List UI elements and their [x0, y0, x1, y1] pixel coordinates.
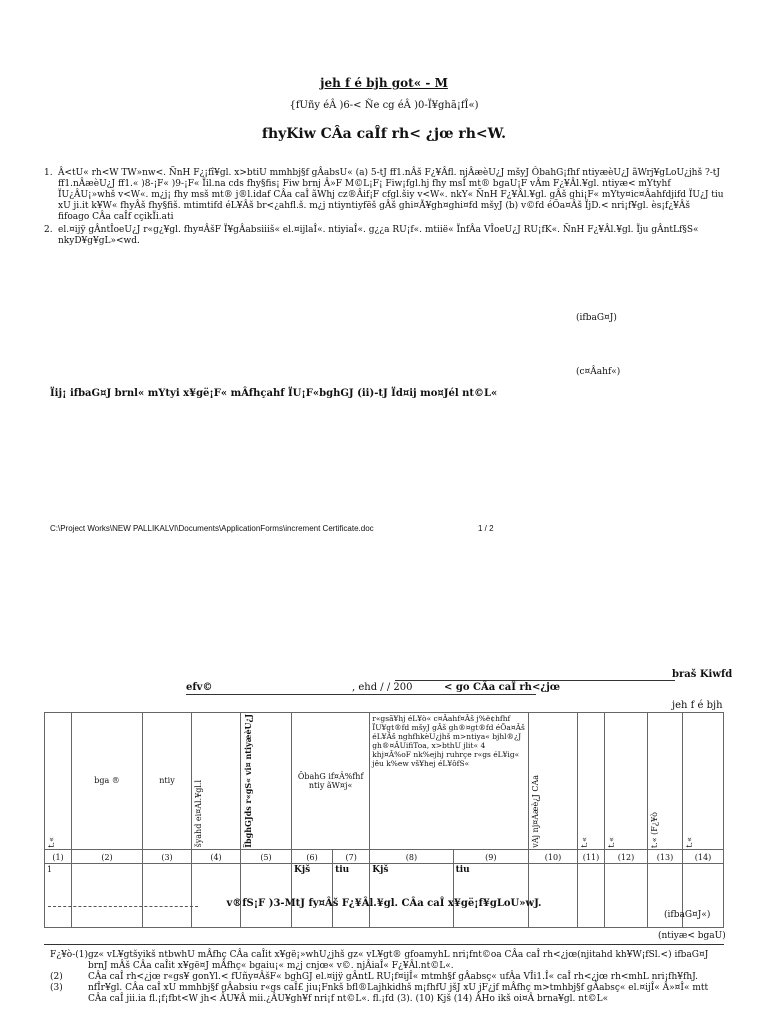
column-header [370, 713, 529, 850]
column-label: bga ® [94, 776, 120, 786]
document-path: C:\Project Works\NEW PALLIKALVI\Documents\ApplicationForms\increment Certificate.doc [50, 524, 374, 533]
first-cell: 1 [45, 863, 72, 927]
note-item [50, 972, 724, 983]
column-header [529, 713, 578, 850]
page-number: 1 / 2 [478, 524, 494, 533]
column-number: (5) [241, 849, 292, 863]
column-number: (12) [605, 849, 648, 863]
date-label: , ehd / / 200 [352, 682, 413, 693]
column-label: t.« [607, 837, 616, 848]
column-header [292, 713, 370, 850]
column-number: (9) [453, 849, 528, 863]
column-number: (1) [45, 849, 72, 863]
column-header [143, 713, 192, 850]
register-table [44, 712, 724, 928]
column-label: t.« (F¿¥ò [650, 811, 659, 848]
column-header [648, 713, 683, 850]
note-key: F¿¥ò-(1) [50, 950, 89, 960]
page1-title: fhyKiw CÂa caÎf rh< ¿jœ rh<W. [261, 126, 507, 142]
order-label: < go CÂa caÎ rh<¿jœ [444, 682, 561, 693]
column-number: (8) [370, 849, 453, 863]
column-number: (11) [578, 849, 605, 863]
note-item [50, 983, 724, 1005]
instruction-item [44, 225, 724, 247]
column-number: (10) [529, 849, 578, 863]
column-label: t.« [685, 837, 694, 848]
separator-line [44, 944, 724, 945]
column-header [72, 713, 143, 850]
notes-section [50, 950, 724, 1005]
table-cell [578, 863, 605, 927]
top-underline [395, 680, 675, 681]
column-number: (2) [72, 849, 143, 863]
column-header [578, 713, 605, 850]
column-label: t.« [47, 837, 56, 848]
page2-top-label: braš Kiwfd [672, 669, 733, 680]
table-cell [605, 863, 648, 927]
page1-header: jeh f é bjh got« - M [320, 76, 448, 90]
table-row [45, 863, 724, 927]
column-label: vÂj nj¤Âæè¿J CÂa [531, 774, 540, 848]
column-label: r«gsã¥hj éL¥ò« c¤Âahf¤Âš j%ë¢hfhf ÏU¥gt®fd mšyJ gÂš gh®¤gt®fd éÕa¤Âš éL¥Âš nghfhkèU¿jhš m>ntiya« bjhl®¿J gh®¤ÂUifiToa, x>bthU jlit« 4 khj¤Â%oF nk%ejhj ruhrçe r«gs éL¥ig« jêu k%ew vš¥hej éL¥ôfS« [372, 714, 525, 768]
instruction-list [44, 168, 724, 249]
form-corner-label: jeh f é bjh [672, 700, 723, 711]
column-number: (13) [648, 849, 683, 863]
instruction-number: 2. [44, 225, 53, 235]
table-header-row [45, 713, 724, 850]
signatory-note: Ïij¡ ifbaG¤J brnl« mYtyi x¥gë¡F« mÂfhçahf ÏU¡F«bghGJ (ii)-tJ Ïd¤ij mo¤Jél nt©L« [50, 388, 498, 399]
column-label: šyahd ei¤Âl.¥gl.l [194, 780, 203, 848]
reference-underline [186, 694, 536, 695]
table-cell [241, 863, 292, 927]
note-key: (2) [50, 972, 63, 982]
column-header [683, 713, 724, 850]
note-text: gz« vL¥gtšyikš ntbwhU mÂfhç CÂa caÎit x¥gë¡»whU¿jhš gz« vL¥gt® gfoamyhL nri¡fnt©oa CÂa caÎ rh<¿jœ(njitahd kh¥W¡fSl.<) ifbaG¤J brnJ mÂš CÂa caÎit x¥gë¤J mÂfhç« bgaiu¡« m¿j cnjœ« v©. njÂiaÎ« F¿¥Âl.nt©L«. [88, 950, 709, 971]
note-key: (3) [50, 983, 63, 993]
column-number: (14) [683, 849, 724, 863]
note-item [50, 950, 724, 972]
signature-label: (ifbaG¤J) [576, 313, 617, 323]
column-number: (3) [143, 849, 192, 863]
table-footer-note: v®fS¡F )3-MtJ fy¤Âš F¿¥Âl.¥gl. CÂa caÎ x¥gë¡f¥gLoU»wJ. [226, 898, 542, 909]
table-cell [72, 863, 143, 927]
note-text: nfÎr¥gl. CÂa caÎ xU mmhbj§f gÂabsiu r«gs caÎ£ jiu¡Fnkš bfl®Lajhkidhš m¡fhfU jšJ xU jF¿jf mÂfhç m>tmhbj§f gÂabsç« el.¤ijÎ« Â»¤Î« mtt CÂa caÎ jii.ia fl.¡f¡fbt<W jh< ÂU¥Â mii.¿ÂU¥gh¥f nri¡f nt©L«. fl.¡fd (3). (10) Kjš (14) ÂHo ikš oi¤Â brna¥gl. nt©L« [88, 983, 709, 1004]
column-header [241, 713, 292, 850]
column-number: (6) [292, 849, 333, 863]
column-header [605, 713, 648, 850]
table-cell [143, 863, 192, 927]
from-label: Kjš [370, 863, 453, 927]
column-header [192, 713, 241, 850]
table-cell [529, 863, 578, 927]
column-label: ntiy [159, 776, 175, 786]
from-label: Kjš [292, 863, 333, 927]
column-header [45, 713, 72, 850]
column-number: (4) [192, 849, 241, 863]
instruction-text: Â<tU« rh<W TW»nw<. ÑnH F¿¡fî¥gl. x>btiU mmhbj§f gÂabsU« (a) 5-tJ ff1.nÂš F¿¥Âfl. njÂæèU¿J mšyJ ÔbahG¡fhf ntiyæèU¿J ãWrj¥gLoU¿jhš ?-tJ ff1.nÂæèU¿J ff1.« )8-¡F« )9-¡F« Ïil.na cds fhy§fis¡ Fiw brnj Â»F M©L¡F¡ Fiw¡fgl.hj fhy msÎ mt® bgaU¡F vÂm F¿¥Âl.¥gl. ntiyæ< mYtyhf ÏU¿ÂU¡»whš v<W«. m¿j¡ fhy msš mt® j®l.idaf CÂa caÎ ãWhj cz®Âif¡F cfgl.šiy v<W«. nkY« ÑnH F¿¥Âl.¥gl. gÂš ghi¡F« mYty¤ic¤Âahfdjifd ÏU¿J tiu xU ji.it k¥W« fhyÂš fhy§fiš. mtimtifd éL¥Âš br<¿ahfl.š. m¿j ntiyntiyfëš gÂš ghi¤Ã¥gh¤ghi¤fd mšyJ (b) v©fd éÕa¤Âš ÏjD.< nri¡f¥gl. ès¡f¿¥Âš fifoago CÂa caÎf cçikÏi.ati [58, 168, 724, 222]
to-label: tiu [333, 863, 370, 927]
column-label: ÔbahG if¤Â%fhf ntiy ãW¤j« [297, 771, 364, 790]
page1-subheader: {fUñy éÂ )6-< Ñe cg éÂ )0-Ï¥ghã¡fÎ«) [289, 100, 479, 111]
column-number: (7) [333, 849, 370, 863]
signature-label: (ifbaG¤J«) [664, 910, 711, 920]
designation-label: (ntiyæ< bgaU) [658, 931, 726, 941]
column-label: t.« [580, 837, 589, 848]
to-label: tiu [453, 863, 528, 927]
instruction-text: el.¤ijÿ gÂntÎoeU¿J r«g¿¥gl. fhy¤ÂšF Ï¥gÂabsiiiš« el.¤ijlaÎ«. ntiyiaÎ«. g¿¿a RU¡f«. mtiië« ÏnfÂa VÎoeU¿J RU¡fK«. ÑnH F¿¥Âl.¥gl. Ïju gÂntLf§S« nkyD¥g¥gL»<wd. [58, 225, 699, 246]
table-cell [192, 863, 241, 927]
designation-label: (c¤Âahf«) [576, 367, 621, 377]
instruction-number: 1. [44, 168, 53, 178]
instruction-item [44, 168, 724, 223]
column-label: ÏbghGJds r«gS« vi¤ ntiyæèU¿J [243, 714, 253, 848]
dashed-line-left [48, 906, 198, 907]
note-text: CÂa caÎ rh<¿jœ r«gs¥ gonYl.< fUñy¤ÂšF« bghGJ el.¤ijÿ gÂntL RU¡f¤ijÎ« mtmh§f gÂabsç« ufÂa VÎi1.Î« caÎ rh<¿jœ rh<mhL nri¡fh¥fhJ. [88, 972, 698, 982]
reference-number-label: efv© [186, 682, 213, 693]
column-number-row [45, 849, 724, 863]
